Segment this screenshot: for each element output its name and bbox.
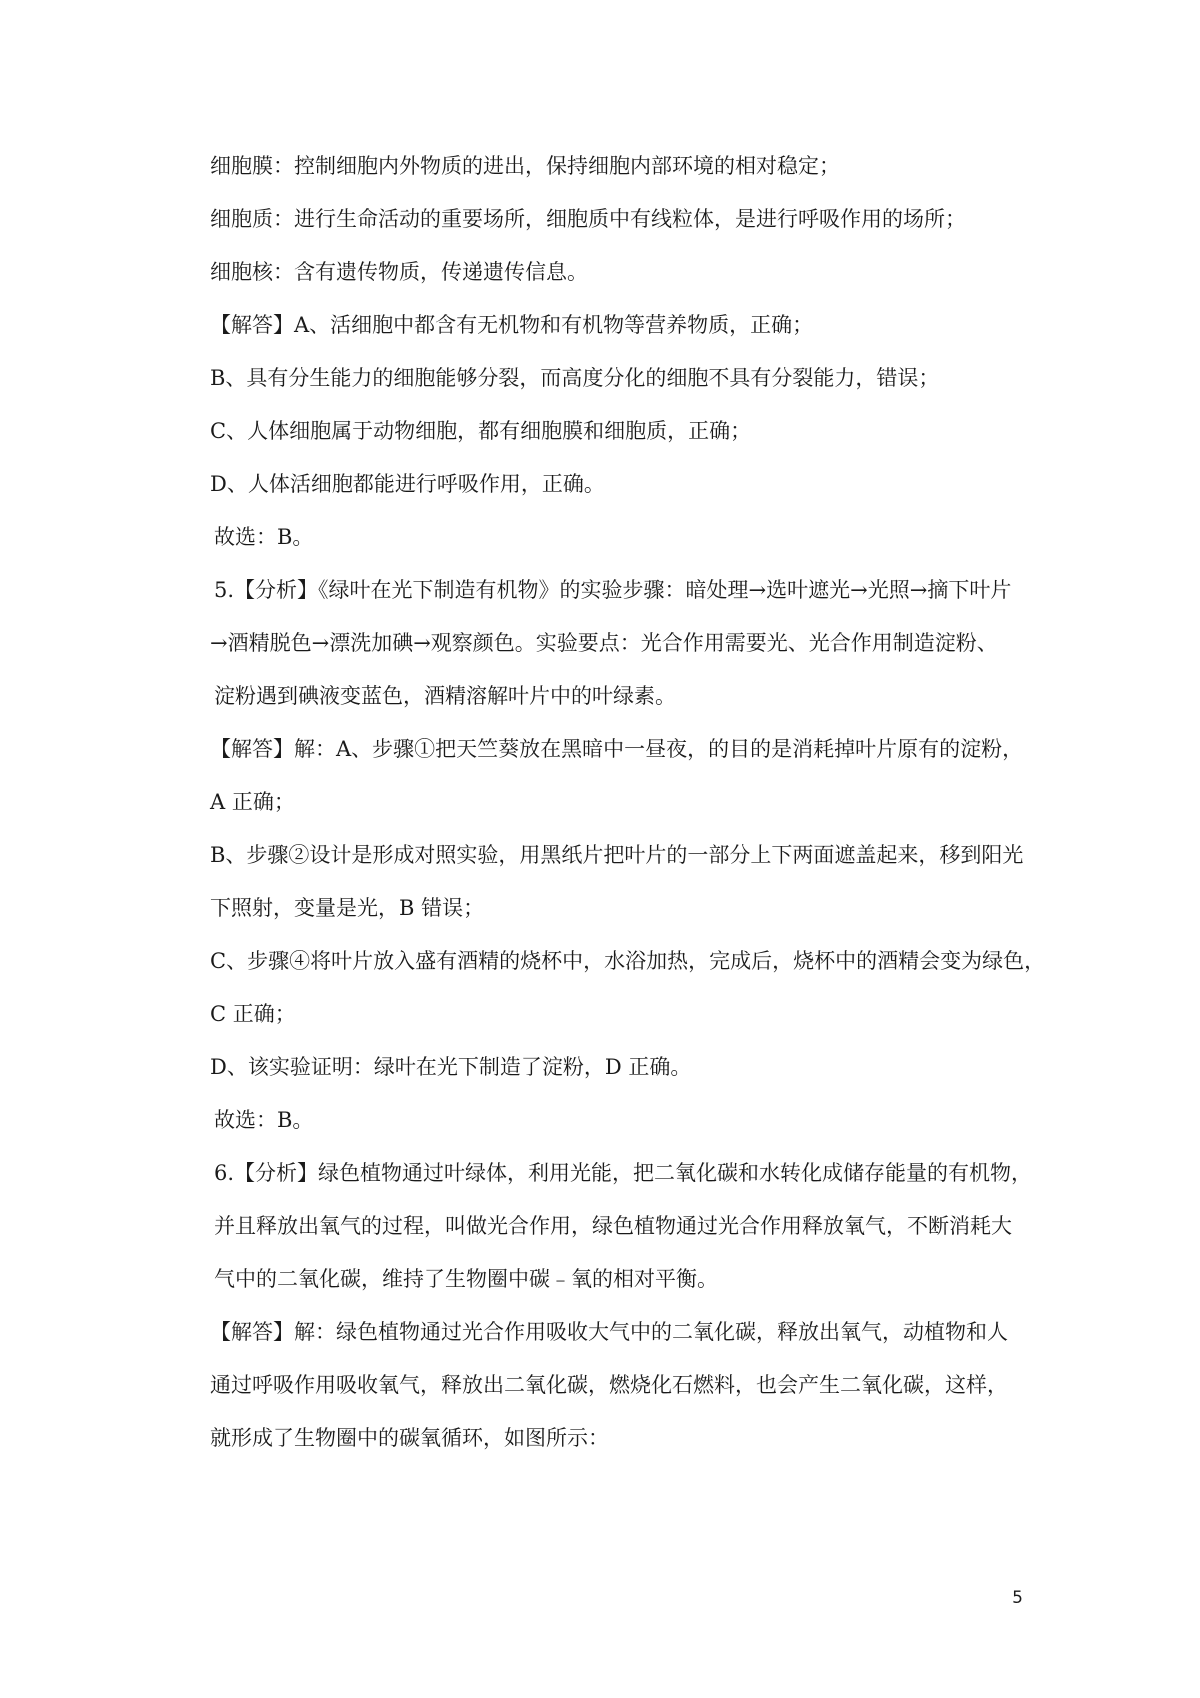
- text-line: 【解答】解：A、步骤①把天竺葵放在黑暗中一昼夜，的目的是消耗掉叶片原有的淀粉，: [210, 737, 1024, 761]
- text-line: C、人体细胞属于动物细胞，都有细胞膜和细胞质，正确；: [210, 419, 752, 443]
- text-line: C、步骤④将叶片放入盛有酒精的烧杯中，水浴加热，完成后，烧杯中的酒精会变为绿色，: [210, 949, 1046, 973]
- text-line: B、具有分生能力的细胞能够分裂，而高度分化的细胞不具有分裂能力，错误；: [210, 366, 940, 390]
- text-line: 通过呼吸作用吸收氧气，释放出二氧化碳，燃烧化石燃料，也会产生二氧化碳，这样，: [210, 1373, 1008, 1397]
- text-line: 淀粉遇到碘液变蓝色，酒精溶解叶片中的叶绿素。: [214, 684, 676, 708]
- text-line: 【解答】解：绿色植物通过光合作用吸收大气中的二氧化碳，释放出氧气，动植物和人: [210, 1320, 1008, 1344]
- text-line: 细胞核：含有遗传物质，传递遗传信息。: [210, 260, 588, 284]
- text-line: 故选：B。: [214, 1108, 314, 1132]
- page-body: [210, 152, 1046, 1453]
- text-line: D、该实验证明：绿叶在光下制造了淀粉，D 正确。: [210, 1055, 692, 1079]
- text-line: 【解答】A、活细胞中都含有无机物和有机物等营养物质，正确；: [210, 313, 814, 337]
- text-line: B、步骤②设计是形成对照实验，用黑纸片把叶片的一部分上下两面遮盖起来，移到阳光: [210, 843, 1024, 867]
- text-line: 故选：B。: [214, 525, 314, 549]
- text-line: 气中的二氧化碳，维持了生物圈中碳﹣氧的相对平衡。: [214, 1267, 718, 1291]
- text-line: →酒精脱色→漂洗加碘→观察颜色。实验要点：光合作用需要光、光合作用制造淀粉、: [210, 631, 998, 655]
- text-line: 6.【分析】绿色植物通过叶绿体，利用光能，把二氧化碳和水转化成储存能量的有机物，: [214, 1161, 1033, 1185]
- text-line: 就形成了生物圈中的碳氧循环，如图所示：: [210, 1426, 609, 1450]
- text-line: A 正确；: [210, 790, 295, 814]
- text-line: 5.【分析】《绿叶在光下制造有机物》的实验步骤：暗处理→选叶遮光→光照→摘下叶片: [214, 578, 1012, 602]
- text-line: 并且释放出氧气的过程，叫做光合作用，绿色植物通过光合作用释放氧气，不断消耗大: [214, 1214, 1012, 1238]
- text-line: C 正确；: [210, 1002, 296, 1026]
- text-line: 细胞质：进行生命活动的重要场所，细胞质中有线粒体，是进行呼吸作用的场所；: [210, 207, 966, 231]
- page-number: 5: [1012, 1588, 1023, 1608]
- text-line: 细胞膜：控制细胞内外物质的进出，保持细胞内部环境的相对稳定；: [210, 154, 840, 178]
- text-line: 下照射，变量是光，B 错误；: [210, 896, 485, 920]
- text-line: D、人体活细胞都能进行呼吸作用，正确。: [210, 472, 605, 496]
